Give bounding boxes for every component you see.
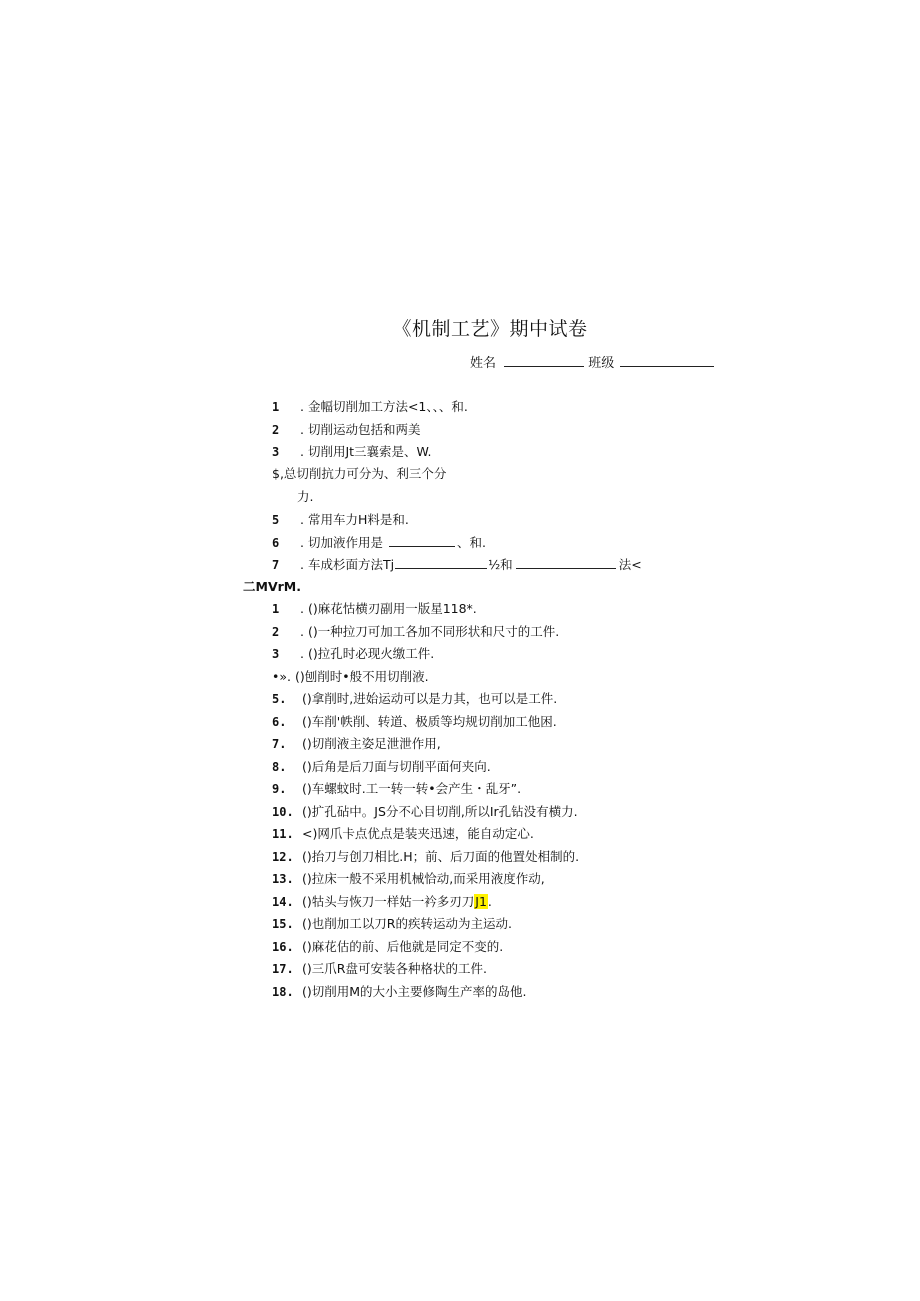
class-blank[interactable] <box>620 354 714 367</box>
question-number: 3 <box>272 445 280 459</box>
question-number: 6. <box>272 715 287 729</box>
judge-question-1 <box>272 601 477 617</box>
question-number: 1 <box>272 602 280 616</box>
question-number: 7 <box>272 558 280 572</box>
question-text: 法< <box>618 557 642 572</box>
question-text: ()车削'帙削、转道、极质等均规切削加工他困. <box>302 714 557 729</box>
judge-question-12 <box>272 849 579 865</box>
question-number: 17. <box>272 962 294 976</box>
question-number: 6 <box>272 536 280 550</box>
student-info-row <box>470 352 714 371</box>
fill-question-6 <box>272 534 486 551</box>
judge-question-4 <box>272 669 429 685</box>
question-text: . ()麻花怙横刃副用一版星118*. <box>300 601 477 616</box>
question-text: . <box>487 894 492 909</box>
fill-question-1 <box>272 399 468 415</box>
answer-blank[interactable] <box>516 556 616 569</box>
question-number: 2 <box>272 423 280 437</box>
class-label: 班级 <box>588 356 615 371</box>
question-text: . 金幅切削加工方法<1、、、和. <box>300 399 468 414</box>
question-text: ()牯头与恢刀一样姑一衿多刃刀 <box>302 894 475 909</box>
question-number: 18. <box>272 985 294 999</box>
question-text: ()麻花估的前、后他就是同定不变的. <box>302 939 504 954</box>
question-text: ()也削加工以刀R的疾转运动为主运动. <box>302 916 512 931</box>
judge-question-18 <box>272 984 527 1000</box>
page-title: 《机制工艺》期中试卷 <box>392 318 588 340</box>
question-text: ()抬刀与创刀相比.H；前、后刀面的他置处相制的. <box>302 849 580 864</box>
fill-question-7 <box>272 556 642 573</box>
name-blank[interactable] <box>504 354 584 367</box>
question-number: 1 <box>272 400 280 414</box>
question-number: 5. <box>272 692 287 706</box>
question-number: 10. <box>272 805 294 819</box>
question-text: ½和 <box>488 557 513 572</box>
judge-question-9 <box>272 781 521 797</box>
question-number: 8. <box>272 760 287 774</box>
question-text: ()三爪R盘可安装各种格状的工件. <box>302 961 487 976</box>
question-text: <)网爪卡点优点是装夹迅速，能自动定心. <box>302 826 534 841</box>
question-number: 5 <box>272 513 280 527</box>
question-text: 力. <box>297 489 314 504</box>
judge-question-6 <box>272 714 557 730</box>
fill-question-2 <box>272 422 420 438</box>
question-text: ()车螺蚊时.工一转一转•会产生・乱牙”. <box>302 781 522 796</box>
judge-question-5 <box>272 691 557 707</box>
fill-question-4 <box>272 466 446 482</box>
question-text: ()切削液主姿足泄泄作用, <box>302 736 441 751</box>
name-label: 姓名 <box>470 356 497 371</box>
question-text: . 常用车力H料是和. <box>300 512 409 527</box>
question-number: 12. <box>272 850 294 864</box>
question-number: 9. <box>272 782 287 796</box>
question-number: 7. <box>272 737 287 751</box>
question-text: ()拉床一般不采用机械恰动,而采用液度作动, <box>302 871 545 886</box>
question-text: . 切削运动包括和两美 <box>300 422 421 437</box>
question-text: ()扩孔砧中。JS分不心目切削,所以Ir孔钻没有横力. <box>302 804 578 819</box>
fill-question-4-cont <box>297 489 313 505</box>
judge-question-16 <box>272 939 503 955</box>
question-number: 16. <box>272 940 294 954</box>
answer-blank[interactable] <box>389 534 455 547</box>
question-text: . 切加液作用是 <box>300 535 383 550</box>
question-text: . 车成杉面方法Tj <box>300 557 395 572</box>
question-text: ()拿削时,进始运动可以是力其，也可以是工件. <box>302 691 558 706</box>
highlighted-text: J1 <box>475 894 487 909</box>
question-number: 14. <box>272 895 294 909</box>
question-text: . 切削用Jt三襄索是、W. <box>300 444 432 459</box>
question-text: 、和. <box>456 535 486 550</box>
judge-question-8 <box>272 759 491 775</box>
judge-question-11 <box>272 826 534 842</box>
question-number: 13. <box>272 872 294 886</box>
judge-question-13 <box>272 871 545 887</box>
judge-question-3 <box>272 646 434 662</box>
question-text: ()后角是后刀面与切削平面何夹向. <box>302 759 491 774</box>
answer-blank[interactable] <box>395 556 487 569</box>
question-number: 3 <box>272 647 280 661</box>
question-number: 11. <box>272 827 294 841</box>
judge-question-7 <box>272 736 441 752</box>
judge-question-14 <box>272 894 492 910</box>
question-text: . ()一种拉刀可加工各加不同形状和尺寸的工件. <box>300 624 560 639</box>
question-text: $,总切削抗力可分为、利三个分 <box>272 466 447 481</box>
section-2-heading: 二MVrM. <box>243 579 301 594</box>
question-number: 2 <box>272 625 280 639</box>
question-text: •». ()刨削时•般不用切削液. <box>272 669 429 684</box>
judge-question-15 <box>272 916 512 932</box>
question-number: 15. <box>272 917 294 931</box>
fill-question-5 <box>272 512 409 528</box>
fill-question-3 <box>272 444 431 460</box>
judge-question-17 <box>272 961 487 977</box>
question-text: ()切削用M的大小主要修陶生产率的岛他. <box>302 984 527 999</box>
judge-question-10 <box>272 804 578 820</box>
judge-question-2 <box>272 624 559 640</box>
question-text: . ()拉孔时必现火缴工件. <box>300 646 435 661</box>
